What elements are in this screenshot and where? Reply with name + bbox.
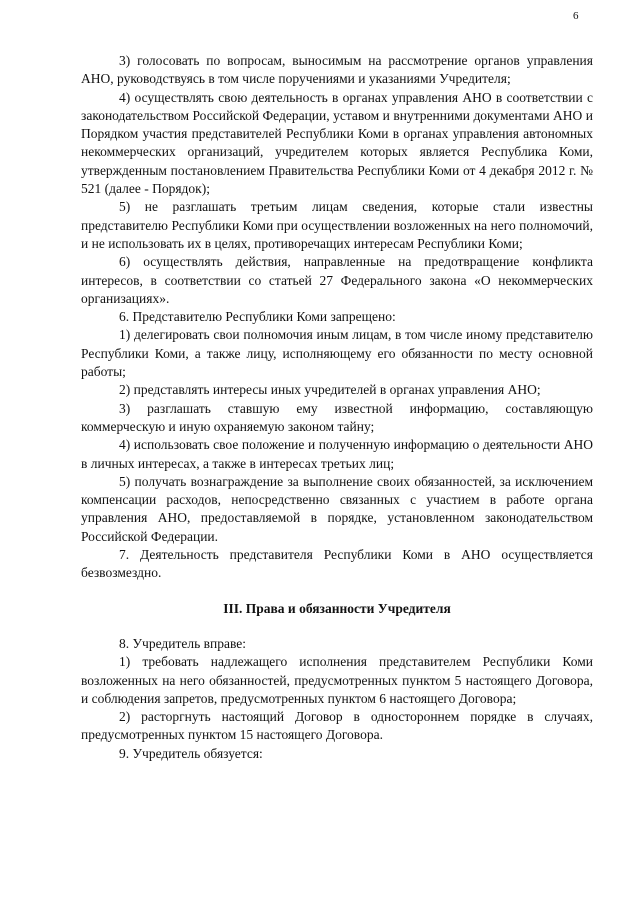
paragraph: 5) получать вознаграждение за выполнение своих обязанностей, за исключением компенсации расходов, непосредственно связанных с участием в работе органа управления АНО, предоставляемой в порядке, установленном законодательством Российской Федерации. <box>81 473 593 544</box>
section-heading: III. Права и обязанности Учредителя <box>223 600 451 616</box>
page-number: 6 <box>573 10 579 22</box>
paragraph: 6) осуществлять действия, направленные на предотвращение конфликта интересов, в соответствии со статьей 27 Федерального закона «О некоммерческих организациях». <box>81 254 593 306</box>
paragraph: 8. Учредитель вправе: <box>119 635 247 651</box>
paragraph: 6. Представителю Республики Коми запрещено: <box>119 309 396 325</box>
paragraph: 4) использовать свое положение и полученную информацию о деятельности АНО в личных интересах, а также в интересах третьих лиц; <box>81 437 593 471</box>
document-body <box>81 52 593 763</box>
paragraph: 3) разглашать ставшую ему известной информацию, составляющую коммерческую и иную охраняемую законом тайну; <box>81 400 593 434</box>
paragraph: 2) расторгнуть настоящий Договор в одностороннем порядке в случаях, предусмотренных пунктом 15 настоящего Договора. <box>81 709 593 743</box>
paragraph: 4) осуществлять свою деятельность в органах управления АНО в соответствии с законодательством Российской Федерации, уставом и внутренними документами АНО и Порядком участия представителей Республики Коми в органах управления автономных некоммерческих организаций, учредителем которых является Республика Коми, утвержденным постановлением Правительства Республики Коми от 4 декабря 2012 г. № 521 (далее - Порядок); <box>81 89 593 197</box>
paragraph: 1) требовать надлежащего исполнения представителем Республики Коми возложенных на него обязанностей, предусмотренных пунктом 5 настоящего Договора, и соблюдения запретов, предусмотренных пунктом 6 настоящего Договора; <box>81 654 593 706</box>
paragraph: 5) не разглашать третьим лицам сведения, которые стали известны представителю Республики Коми при осуществлении возложенных на него полномочий, и не использовать их в целях, противоречащих интересам Республики Коми; <box>81 199 593 251</box>
paragraph: 7. Деятельность представителя Республики Коми в АНО осуществляется безвозмездно. <box>81 547 593 581</box>
paragraph: 2) представлять интересы иных учредителей в органах управления АНО; <box>119 382 541 398</box>
paragraph: 3) голосовать по вопросам, выносимым на рассмотрение органов управления АНО, руководствуясь в том числе поручениями и указаниями Учредителя; <box>81 53 593 87</box>
paragraph: 1) делегировать свои полномочия иным лицам, в том числе иному представителю Республики Коми, а также лицу, исполняющему его обязанности по месту основной работы; <box>81 327 593 380</box>
paragraph: 9. Учредитель обязуется: <box>119 745 263 761</box>
